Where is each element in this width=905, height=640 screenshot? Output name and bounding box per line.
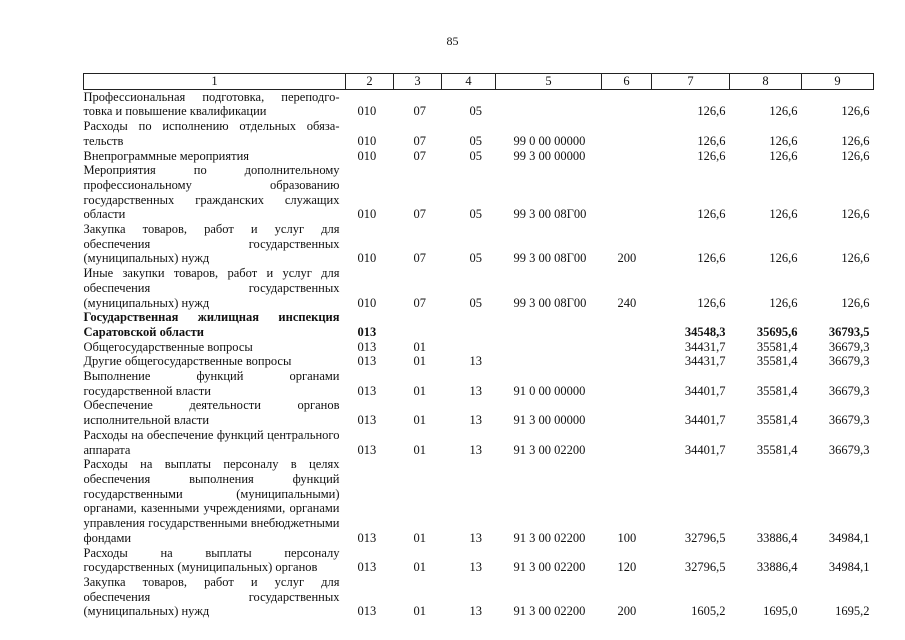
section-code: 07 [413,251,426,266]
target-article [496,89,602,119]
budget-table [83,73,874,619]
section-code: 01 [413,339,426,354]
table-row [84,149,874,164]
ved-code: 013 [357,442,377,457]
amount-year-2: 35581,4 [756,383,798,398]
amount-year-3: 34984,1 [828,560,870,575]
amount-year-2: 126,6 [769,148,798,163]
subsection-code: 13 [469,530,482,545]
amount-year-3: 126,6 [841,133,870,148]
expense-type [602,149,652,164]
expense-type: 200 [617,604,637,619]
amount-year-1: 34401,7 [684,383,726,398]
ved-code: 010 [357,148,377,163]
subsection-code: 05 [469,251,482,266]
table-row [84,310,874,339]
amount-year-1: 126,6 [697,104,726,119]
target-article: 99 3 00 08Г00 [513,207,587,222]
column-header: 2 [346,74,394,90]
subsection-code: 13 [469,560,482,575]
amount-year-2: 126,6 [769,207,798,222]
amount-year-1: 126,6 [697,251,726,266]
expense-type [602,398,652,427]
ved-code: 010 [357,133,377,148]
row-name: Профессиональная подготовка, переподго-товка и повышение квалификации [83,89,340,119]
row-name: Выполнение функций органами государственной власти [83,369,340,398]
subsection-code: 05 [469,148,482,163]
amount-year-1: 126,6 [697,295,726,310]
ved-code: 013 [357,560,377,575]
column-header: 5 [496,74,602,90]
amount-year-1: 34548,3 [684,324,726,339]
target-article [496,340,602,355]
page-number: 85 [446,34,459,48]
column-header: 1 [84,74,346,90]
row-name: Закупка товаров, работ и услуг для обеспечения государственных (муниципальных) нужд [83,222,340,266]
amount-year-3: 36679,3 [828,383,870,398]
amount-year-3: 1695,2 [835,604,870,619]
expense-type: 100 [617,530,637,545]
table-row [84,340,874,355]
amount-year-1: 32796,5 [684,560,726,575]
column-header: 3 [394,74,442,90]
table-row [84,222,874,266]
target-article: 91 3 00 02200 [513,530,586,545]
subsection-code: 05 [469,133,482,148]
amount-year-1: 126,6 [697,148,726,163]
section-code: 07 [413,104,426,119]
expense-type [602,354,652,369]
section-code: 01 [413,604,426,619]
expense-type: 200 [617,251,637,266]
section-code [394,310,442,339]
amount-year-3: 126,6 [841,207,870,222]
expense-type [602,119,652,148]
target-article [496,310,602,339]
row-name: Обеспечение деятельности органов исполнительной власти [83,398,340,428]
target-article: 99 3 00 00000 [513,148,586,163]
row-name: Расходы на обеспечение функций центрального аппарата [83,427,340,457]
subsection-code [442,310,496,339]
row-name: Закупка товаров, работ и услуг для обеспечения государственных (муниципальных) нужд [83,574,340,619]
ved-code: 013 [357,354,377,369]
row-name: Расходы по исполнению отдельных обяза-тельств [83,119,340,148]
section-code: 07 [413,133,426,148]
amount-year-2: 35581,4 [756,354,798,369]
target-article: 91 0 00 00000 [513,383,586,398]
row-name: Иные закупки товаров, работ и услуг для обеспечения государственных (муниципальных) нужд [83,266,340,310]
amount-year-1: 1605,2 [691,604,726,619]
expense-type [602,369,652,398]
amount-year-3: 126,6 [841,295,870,310]
amount-year-2: 126,6 [769,104,798,119]
subsection-code: 13 [469,413,482,428]
amount-year-1: 126,6 [697,133,726,148]
target-article [496,354,602,369]
amount-year-1: 34431,7 [684,354,726,369]
amount-year-2: 126,6 [769,251,798,266]
section-code: 01 [413,530,426,545]
amount-year-1: 34401,7 [684,413,726,428]
amount-year-1: 34431,7 [684,339,726,354]
table-row [84,546,874,575]
table-row [84,398,874,427]
section-code: 07 [413,148,426,163]
amount-year-1: 126,6 [697,207,726,222]
table-row [84,457,874,545]
table-row [84,89,874,119]
table-row [84,163,874,222]
target-article: 91 3 00 02200 [513,442,586,457]
table-body [84,89,874,619]
column-header: 8 [730,74,802,90]
expense-type [602,310,652,339]
subsection-code: 05 [469,104,482,119]
ved-code: 013 [357,339,377,354]
amount-year-3: 34984,1 [828,530,870,545]
ved-code: 013 [357,530,377,545]
ved-code: 010 [357,207,377,222]
subsection-code: 13 [469,354,482,369]
row-name: Внепрограммные мероприятия [83,148,250,163]
ved-code: 013 [357,413,377,428]
table-header [84,74,874,90]
amount-year-3: 36679,3 [828,442,870,457]
amount-year-2: 35581,4 [756,442,798,457]
column-header: 9 [802,74,874,90]
ved-code: 013 [357,604,377,619]
target-article: 91 3 00 02200 [513,560,586,575]
amount-year-2: 35581,4 [756,413,798,428]
table-row [84,266,874,310]
amount-year-2: 126,6 [769,133,798,148]
section-code: 01 [413,354,426,369]
row-name: Мероприятия по дополнительному профессиональному образованию государственных гражданских служащих области [83,163,340,222]
target-article: 91 3 00 00000 [513,413,586,428]
subsection-code [442,340,496,355]
amount-year-3: 36679,3 [828,413,870,428]
expense-type [602,163,652,222]
table-row [84,428,874,457]
ved-code: 010 [357,295,377,310]
table-row [84,354,874,369]
column-header: 7 [652,74,730,90]
table-row [84,575,874,619]
amount-year-3: 126,6 [841,148,870,163]
subsection-code: 13 [469,604,482,619]
ved-code: 010 [357,104,377,119]
expense-type [602,340,652,355]
ved-code: 013 [357,324,377,339]
amount-year-2: 33886,4 [756,560,798,575]
section-code: 01 [413,560,426,575]
target-article: 99 0 00 00000 [513,133,586,148]
amount-year-2: 35581,4 [756,339,798,354]
amount-year-2: 35695,6 [756,324,798,339]
section-code: 01 [413,442,426,457]
amount-year-3: 126,6 [841,104,870,119]
row-name: Другие общегосударственные вопросы [83,354,292,369]
subsection-code: 13 [469,442,482,457]
subsection-code: 05 [469,295,482,310]
amount-year-3: 126,6 [841,251,870,266]
amount-year-2: 33886,4 [756,530,798,545]
section-code: 01 [413,383,426,398]
amount-year-2: 1695,0 [763,604,798,619]
subsection-code: 13 [469,383,482,398]
amount-year-1: 32796,5 [684,530,726,545]
expense-type [602,428,652,457]
ved-code: 010 [357,251,377,266]
target-article: 91 3 00 02200 [513,604,586,619]
amount-year-3: 36679,3 [828,354,870,369]
column-header: 6 [602,74,652,90]
expense-type [602,89,652,119]
row-name: Расходы на выплаты персоналу в целях обеспечения выполнения функций государственными (муниципальными) органами, казенными учреждениями, органами управления государственными внебюджетными фондами [83,457,340,545]
expense-type: 120 [617,560,637,575]
section-code: 07 [413,295,426,310]
amount-year-1: 34401,7 [684,442,726,457]
subsection-code: 05 [469,207,482,222]
row-name: Расходы на выплаты персоналу государственных (муниципальных) органов [83,545,340,575]
table-row [84,119,874,148]
row-name: Государственная жилищная инспекция Саратовской области [83,310,340,339]
amount-year-3: 36679,3 [828,339,870,354]
table-row [84,369,874,398]
section-code: 07 [413,207,426,222]
target-article: 99 3 00 08Г00 [513,295,587,310]
section-code: 01 [413,413,426,428]
column-header: 4 [442,74,496,90]
amount-year-3: 36793,5 [828,324,870,339]
ved-code: 013 [357,383,377,398]
expense-type: 240 [617,295,637,310]
amount-year-2: 126,6 [769,295,798,310]
row-name: Общегосударственные вопросы [83,339,253,354]
target-article: 99 3 00 08Г00 [513,251,587,266]
